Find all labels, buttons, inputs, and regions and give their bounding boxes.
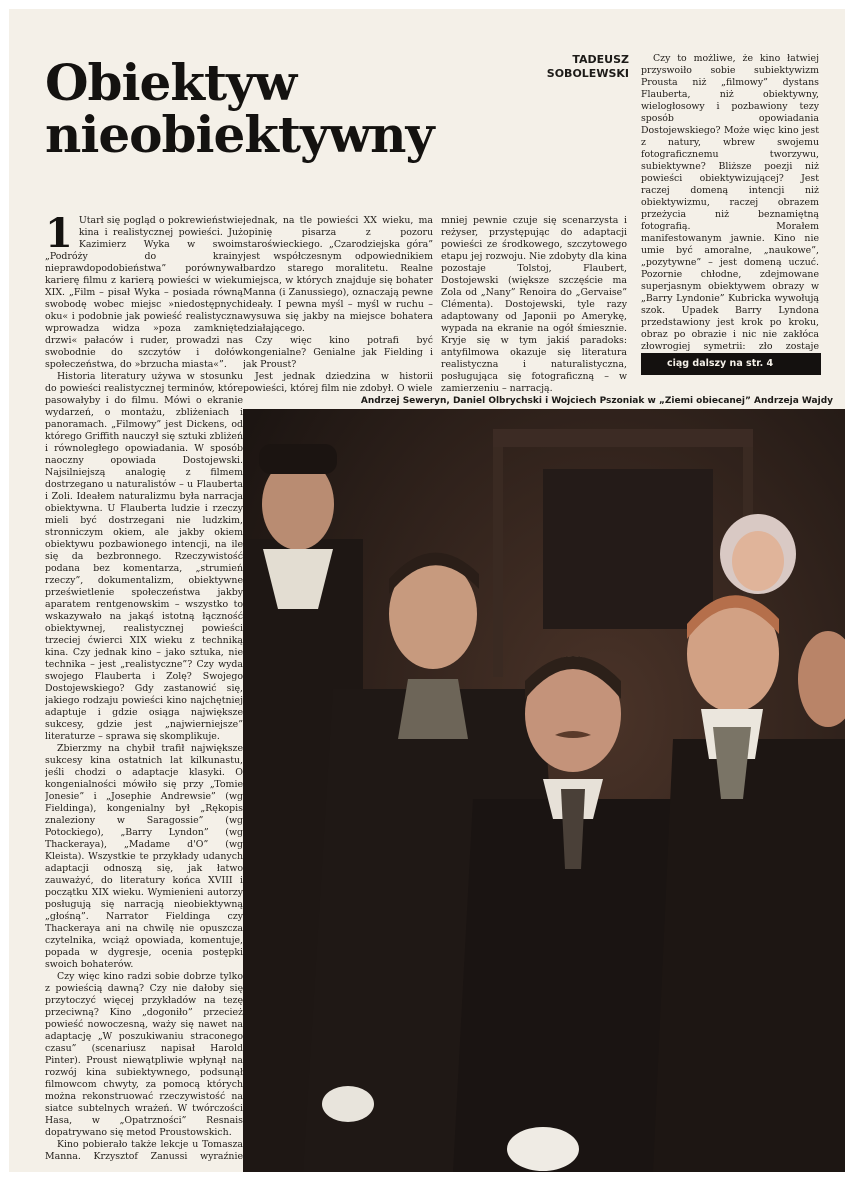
headline-line-2: nieobiektywny [45, 105, 434, 164]
figure-child [720, 514, 796, 594]
paragraph: Zbierzmy na chybił trafił największe sukcesy kina ostatnich lat kilkunastu, jeśli chodzi o adaptacje klasyki. O kongenialności mówiło się przy „Tomie Jonesie” i „Josephie Andrewsie” (wg Fieldinga), kongenialny był „Rękopis znaleziony w Saragossie” (wg Potockiego), „Barry Lyndon” (wg Thackeraya), „Madame d'O” (wg Kleista). Wszystkie te przykłady udanych adaptacji odnoszą się, jak łatwo zauważyć, do literatury końca XVIII i początku XIX wieku. Wymienieni autorzy posługują się narracją nieobiektywną „głośną”. Narrator Fieldinga czy Thackeraya ani na chwilę nie opuszcza czytelnika, wciąż opowiada, komentuje, popada w dygresje, ocenia postępki swoich bohaterów. [45, 743, 243, 970]
film-still-photo [243, 409, 845, 1172]
paragraph: Czy to możliwe, że kino łatwiej przyswoiło sobie subiektywizm Prousta niż „filmowy” dystans Flauberta, niż obiektywny, wielogłosowy i pozbawiony tezy sposób opowiadania Dostojewskiego? Może więc kino jest z natury, wbrew swojemu fotograficznemu tworzywu, subiektywne? Bliższe poezji niż powieści obiektywizującej? Jest raczej domeną intencji niż obiektywizmu, raczej obrazem przeżycia niż beznamiętną fotografią. Morałem manifestowanym jawnie. Kino nie umie być amoralne, „naukowe”, „pozytywne” – jest domeną uczuć. Pozornie chłodne, zdejmowane superjasnym obiektywem obrazy w „Barry Lyndonie” Kubricka wywołują szok. Upadek Barry Lyndona przedstawiony jest krok po kroku, obraz po obrazie i nic nie zakłóca złowrogiej symetrii: zło zostaje [641, 53, 819, 352]
author-first-name: TADEUSZ [572, 53, 629, 66]
section-number-dropcap: 1 [45, 215, 73, 257]
author-byline [519, 53, 629, 81]
paragraph: Czy więc kino potrafi być kongenialne? Genialne jak Fielding i jak Proust? [243, 335, 433, 370]
author-last-name: SOBOLEWSKI [546, 67, 629, 80]
article-headline [45, 53, 505, 164]
paragraph: Historia literatury używa w stosunku do powieści realistycznej terminów, które pasowałyby i do filmu. Mówi o ekranie wydarzeń, o montażu, zbliżeniach i panoramach. „Filmowy” jest Dickens, od którego Griffith nauczył się sztuki zbliżeń i równoległego opowiadania. W sposób naoczny opowiada Dostojewski. Najsilniejszą analogię z filmem dostrzegano u naturalistów – u Flauberta i Zoli. Ideałem naturalizmu była narracja obiektywna. U Flauberta ludzie i rzeczy mieli być dostrzegani nie ludzkim, stronniczym okiem, ale jakby okiem obiektywu pozbawionego intencji, na ile się da bezbronnego. Rzeczywistość podana bez komentarza, „strumień rzeczy”, dokumentalizm, obiektywne prześwietlenie społeczeństwa jakby aparatem rentgenowskim – wszystko to wskazywało na jakąś istotną łączność obiektywnej, realistycznej powieści trzeciej ćwierci XIX wieku z techniką kina. Czy jednak kino – jako sztuka, nie technika – jest „realistyczne”? Czy wyda swojego Flauberta i Zolę? Swojego Dostojewskiego? Gdy zastanowić się, jakiego rodzaju powieści kino najchętniej adaptuje i gdzie osiąga największe sukcesy, gdzie jest „najwierniejsze” literaturze – sprawa się skomplikuje. [45, 371, 243, 742]
paragraph: Utarł się pogląd o pokrewieństwie kina i realistycznej powieści. Już Kazimierz Wyka w swoim „Podróży do krainy nieprawdopodobieństwa” porównywał karierę filmu z karierą powieści w wieku XIX. „Film – pisał Wyka – posiada równą swobodę wobec miejsc »niedostępnych oku« i podobnie jak powieść realistyczna wprowadza widza »poza zamknięte drzwi« pałaców i ruder, prowadzi nas swobodnie do szczytów i dołów społeczeństwa, do »brzucha miasta«”. [45, 215, 243, 370]
article-column-1 [45, 215, 243, 1161]
article-column-2 [243, 215, 433, 393]
paragraph: Jest jednak dziedzina w historii powieści, której film nie zdobył. O wiele [243, 371, 433, 393]
paragraph: jednak, na tle powieści XX wieku, ma opinię pisarza z pozoru staroświeckiego. „Czarodziejska góra” jest współczesnym odpowiednikiem bardzo starego moralitetu. Realne miejsca, w których znajduje się bohater Manna (i Zanussiego), oznaczają pewne ideały. I pewna myśl – myśl w ruchu – wysuwa się jakby na miejsce bohatera działającego. [243, 215, 433, 334]
film-still-illustration [243, 409, 845, 1172]
paragraph: Czy więc kino radzi sobie dobrze tylko z powieścią dawną? Czy nie dałoby się przytoczyć więcej przykładów na tezę przeciwną? Kino „dogoniło” przecież powieść nowoczesną, waży się nawet na adaptację „W poszukiwaniu straconego czasu” (scenariusz napisał Harold Pinter). Proust niewątpliwie wpłynął na rozwój kina subiektywnego, podsunął filmowcom chwyty, za pomocą których można rekonstruować rzeczywistość na siatce subtelnych wrażeń. W twórczości Hasa, w „Opatrzności” Resnais dopatrywano się metod Proustowskich. [45, 971, 243, 1138]
headline-line-1: Obiektyw [45, 53, 297, 112]
paragraph: Kino pobierało także lekcje u Tomasza Manna. Krzysztof Zanussi wyraźnie [45, 1139, 243, 1161]
magazine-page [9, 9, 845, 1172]
photo-caption: Andrzej Seweryn, Daniel Olbrychski i Wojciech Pszoniak w „Ziemi obiecanej” Andrzeja Wajdy [360, 396, 833, 406]
paragraph: mniej pewnie czuje się scenarzysta i reżyser, przystępując do adaptacji powieści ze środkowego, szczytowego etapu jej rozwoju. Nie zdobyty dla kina pozostaje Tolstoj, Flaubert, Dostojewski (większe szczęście ma Zola od „Nany” Renoira do „Gervaise” Clémenta). Dostojewski, tyle razy adaptowany od Japonii po Amerykę, wypada na ekranie na ogół śmiesznie. Kryje się w tym jakiś paradoks: antyfilmowa okazuje się literatura realistyczna i naturalistyczna, posługująca się fotograficzną – w zamierzeniu – narracją. [441, 215, 627, 393]
article-column-3 [441, 215, 627, 393]
article-column-4 [641, 53, 819, 353]
continued-on-page-banner: ciąg dalszy na str. 4 [641, 353, 821, 375]
